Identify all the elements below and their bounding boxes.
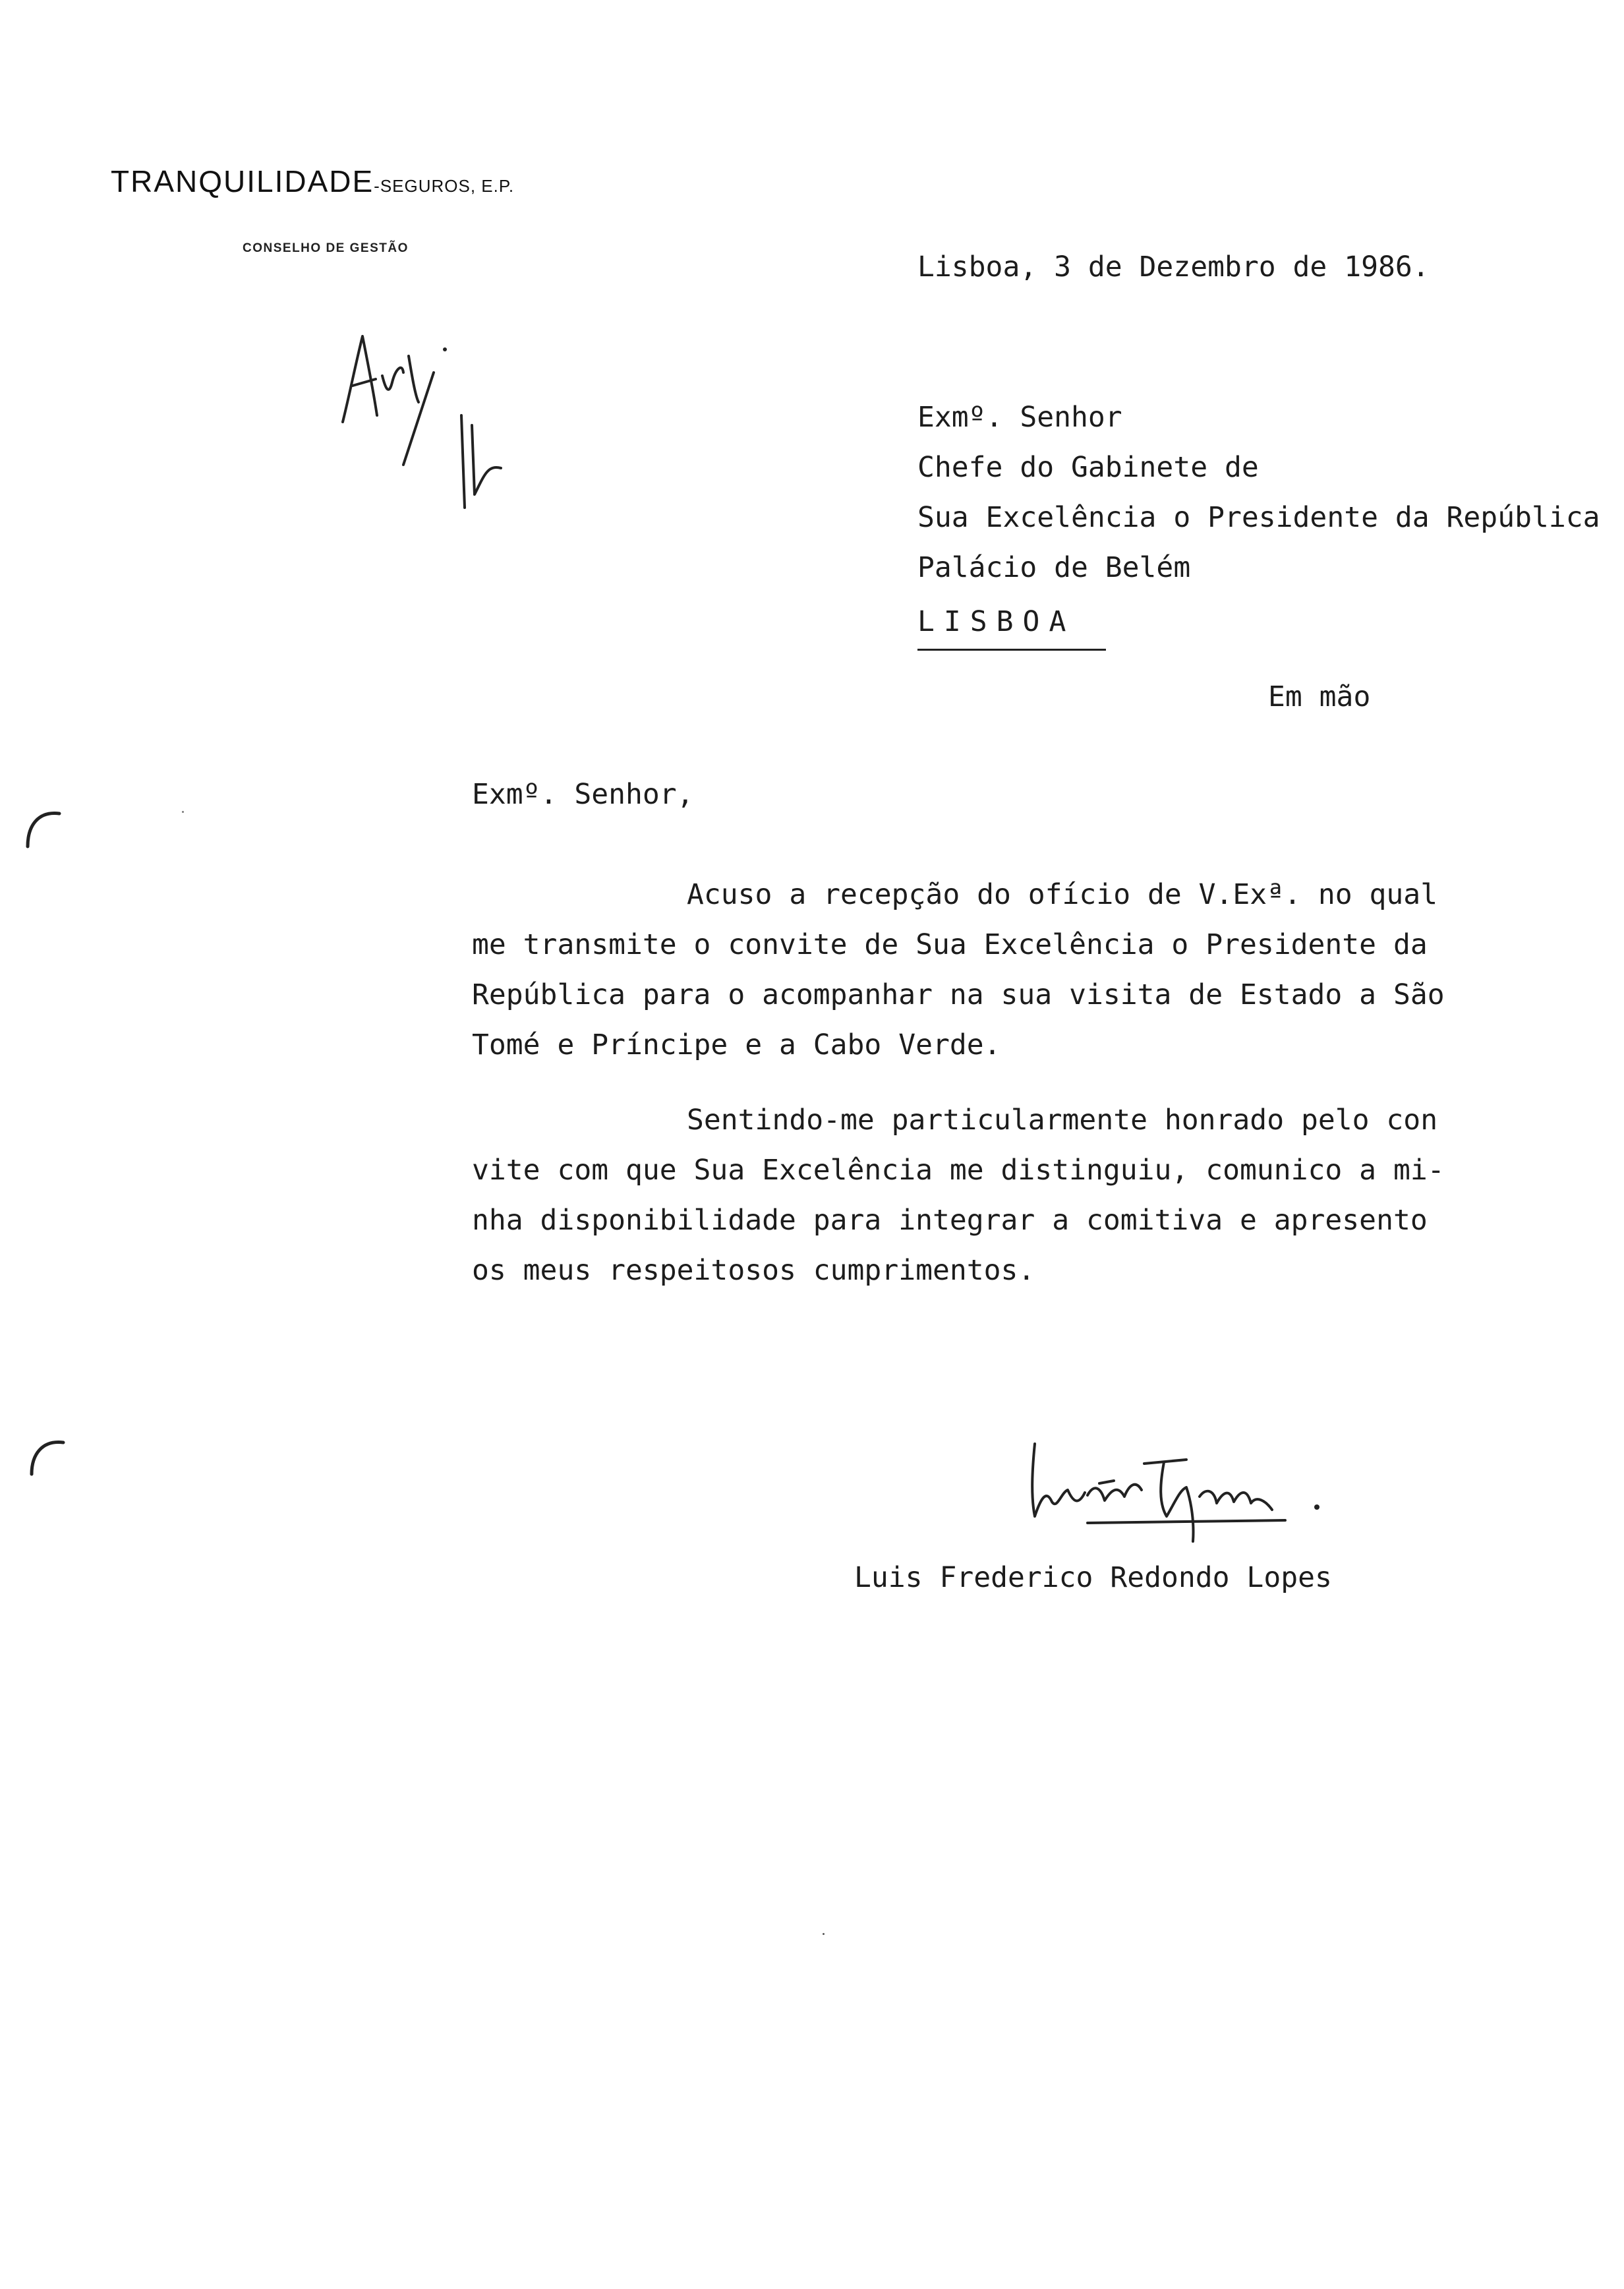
council-label: CONSELHO DE GESTÃO [243, 241, 409, 255]
delivery-note: Em mão [1268, 680, 1371, 713]
signatory-name: Luis Frederico Redondo Lopes [854, 1561, 1332, 1594]
body-line: Acuso a recepção do ofício de V.Exª. no qual [687, 878, 1438, 911]
body-line: vite com que Sua Excelência me distinguiu, comunico a mi- [472, 1154, 1445, 1187]
date-line: Lisboa, 3 de Dezembro de 1986. [917, 251, 1430, 283]
company-name-suffix: -SEGUROS, E.P. [374, 176, 515, 196]
company-name-main: TRANQUILIDADE [111, 164, 374, 198]
body-line: República para o acompanhar na sua visita de Estado a São [472, 978, 1445, 1011]
recipient-line: Chefe do Gabinete de [917, 451, 1259, 484]
recipient-line: Sua Excelência o Presidente da República [917, 501, 1600, 534]
body-line: me transmite o convite de Sua Excelência o Presidente da [472, 928, 1428, 961]
recipient-line: Palácio de Belém [917, 551, 1191, 584]
city-underline [917, 649, 1106, 651]
handwritten-annotation [330, 323, 547, 521]
company-name [111, 164, 514, 199]
body-line: Sentindo-me particularmente honrado pelo con [687, 1104, 1438, 1137]
recipient-line: Exmº. Senhor [917, 401, 1122, 434]
speck [182, 811, 184, 813]
body-line: Tomé e Príncipe e a Cabo Verde. [472, 1028, 1001, 1061]
signature-scribble [989, 1424, 1345, 1556]
salutation: Exmº. Senhor, [472, 778, 694, 811]
speck [823, 1933, 825, 1935]
punch-mark-icon [18, 806, 71, 858]
punch-mark-icon [22, 1436, 75, 1489]
body-line: os meus respeitosos cumprimentos. [472, 1254, 1035, 1287]
recipient-city: LISBOA [917, 605, 1076, 638]
body-line: nha disponibilidade para integrar a comitiva e apresento [472, 1204, 1428, 1237]
